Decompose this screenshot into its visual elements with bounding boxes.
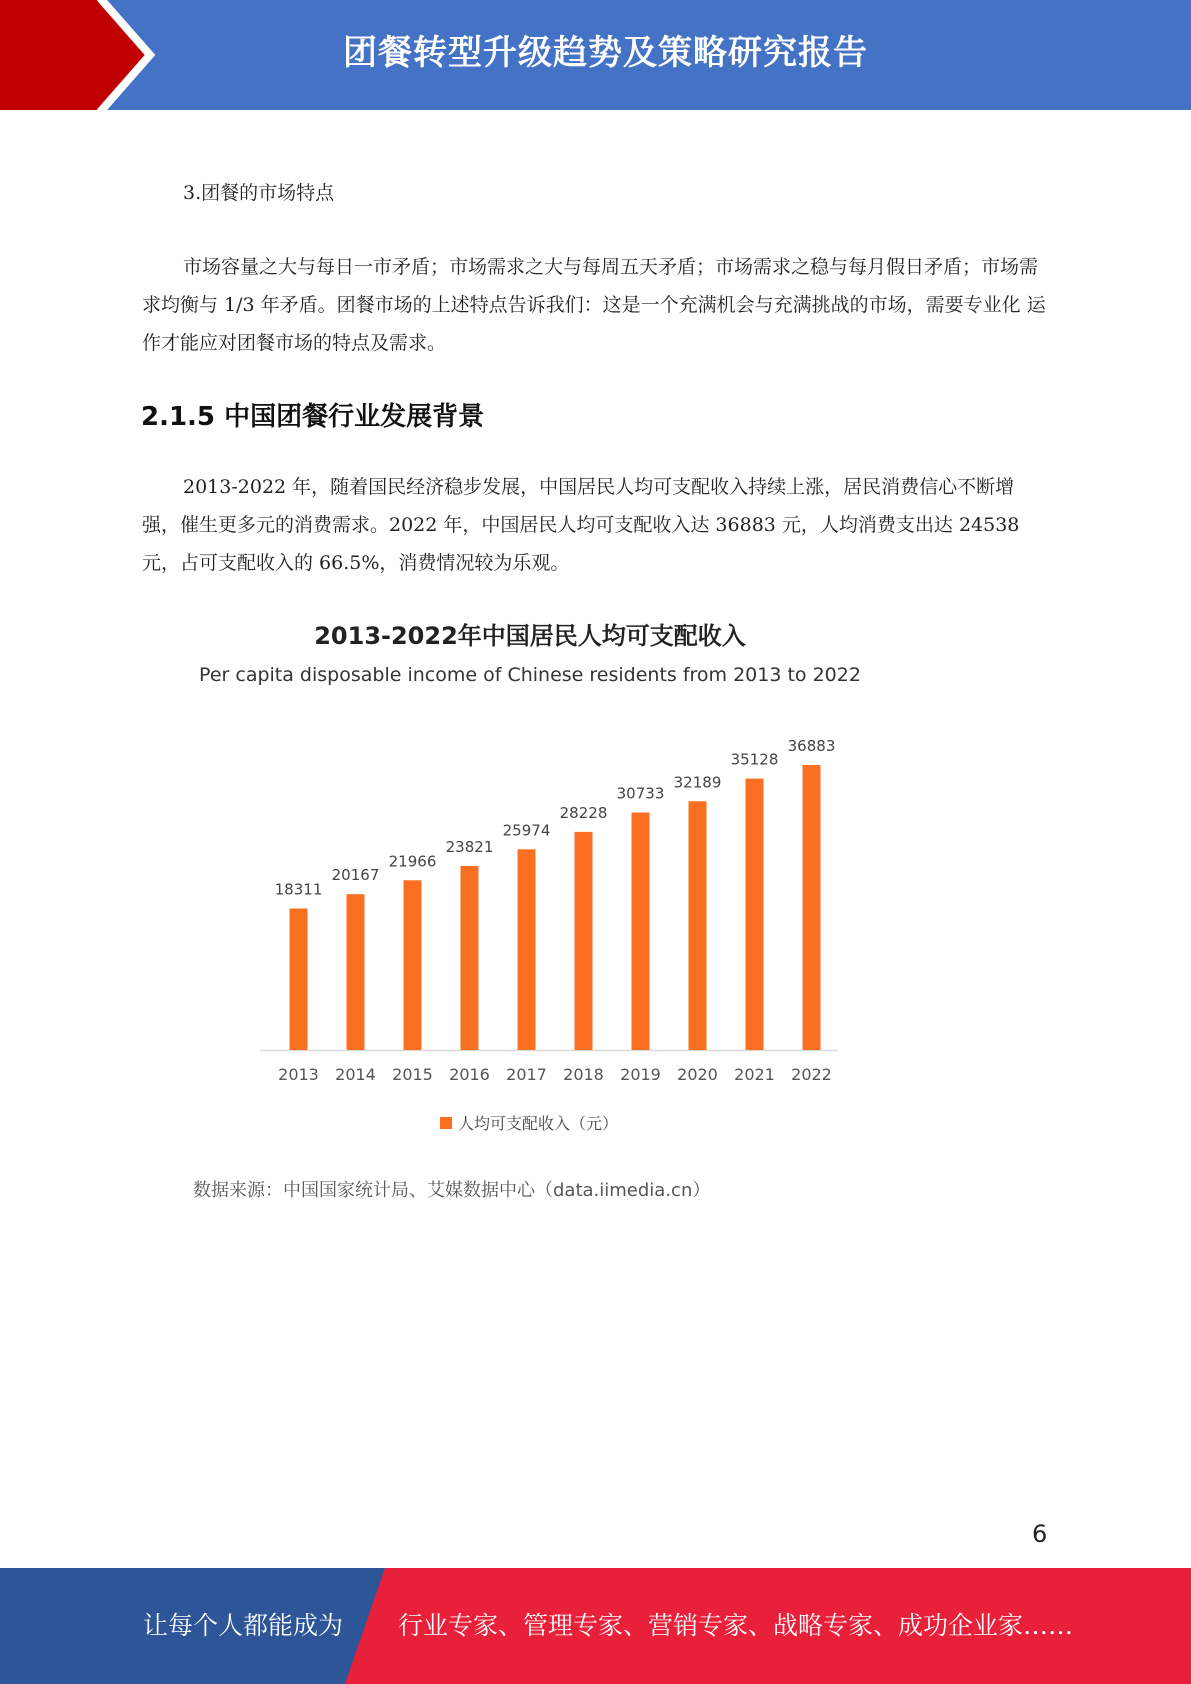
bar-2020	[689, 801, 707, 1050]
document-title: 团餐转型升级趋势及策略研究报告	[343, 33, 868, 73]
chart-title: 2013-2022年中国居民人均可支配收入	[314, 622, 746, 650]
bar-2021	[746, 779, 764, 1050]
data-label-2016: 23821	[445, 837, 494, 856]
data-label-2022: 36883	[787, 737, 836, 755]
data-label-2019: 30733	[616, 784, 665, 803]
paragraph-market-features: 市场容量之大与每日一市矛盾；市场需求之大与每周五天矛盾；市场需求之稳与每月假日矛盾；市场需求均衡与 1/3 年矛盾。团餐市场的上述特点告诉我们：这是一个充满机会与充满挑战的市场，需要专业化 运作才能应对团餐市场的特点及需求。	[142, 256, 1046, 354]
bar-2018	[575, 832, 593, 1050]
x-tick-2016: 2016	[449, 1065, 490, 1084]
bar-2016	[461, 866, 479, 1050]
x-tick-2021: 2021	[734, 1065, 775, 1084]
bar-2014	[347, 894, 365, 1050]
x-tick-2019: 2019	[620, 1065, 661, 1084]
bar-2017	[518, 849, 536, 1050]
data-label-2018: 28228	[559, 803, 608, 822]
subheading: 3.团餐的市场特点	[183, 182, 335, 204]
x-tick-2013: 2013	[278, 1065, 319, 1084]
page-number: 6	[1032, 1520, 1048, 1548]
data-label-2017: 25974	[502, 821, 551, 840]
data-label-2015: 21966	[388, 852, 437, 871]
footer-slogan-right: 行业专家、管理专家、营销专家、战略专家、成功企业家……	[398, 1611, 1074, 1640]
x-tick-2017: 2017	[506, 1065, 547, 1084]
bar-2022	[803, 765, 821, 1050]
data-label-2014: 20167	[331, 866, 380, 885]
data-label-2013: 18311	[274, 880, 323, 899]
x-tick-2018: 2018	[563, 1065, 604, 1084]
page-header	[0, 0, 1191, 110]
paragraph-background: 2013-2022 年，随着国民经济稳步发展，中国居民人均可支配收入持续上涨，居民消费信心不断增强，催生更多元的消费需求。2022 年，中国居民人均可支配收入达 36883 元，人均消费支出达 24538 元，占可支配收入的 66.5%，消费情况较为乐观。	[142, 476, 1020, 574]
legend-swatch	[440, 1117, 452, 1129]
x-tick-2014: 2014	[335, 1065, 376, 1084]
legend-label: 人均可支配收入（元）	[458, 1114, 619, 1133]
chart-legend	[440, 1111, 618, 1134]
page-footer	[0, 1568, 1191, 1684]
chart-subtitle: Per capita disposable income of Chinese residents from 2013 to 2022	[199, 664, 861, 686]
x-tick-2022: 2022	[791, 1065, 832, 1084]
bar-2019	[632, 813, 650, 1050]
section-heading: 2.1.5 中国团餐行业发展背景	[141, 402, 485, 432]
bar-2015	[404, 880, 422, 1050]
bar-chart	[260, 720, 850, 1095]
data-label-2020: 32189	[673, 773, 722, 792]
data-source: 数据来源：中国国家统计局、艾媒数据中心（data.iimedia.cn）	[193, 1180, 711, 1201]
x-tick-2020: 2020	[677, 1065, 718, 1084]
footer-slogan-left: 让每个人都能成为	[143, 1611, 344, 1640]
bar-2013	[290, 909, 308, 1050]
data-label-2021: 35128	[730, 750, 779, 769]
x-tick-2015: 2015	[392, 1065, 433, 1084]
